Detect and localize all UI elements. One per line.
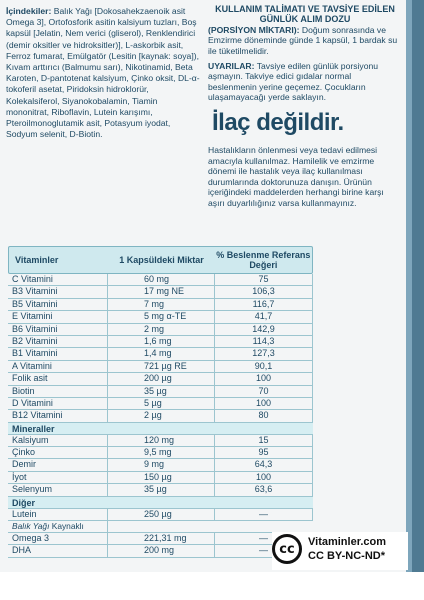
- amount-per-capsule: 721 µg RE: [108, 361, 215, 372]
- amount-per-capsule: 200 µg: [108, 373, 215, 384]
- not-drug-heading: İlaç değildir.: [212, 108, 344, 136]
- amount-per-capsule: 60 mg: [108, 274, 215, 285]
- nutrient-name: Omega 3: [8, 533, 108, 544]
- warnings-title: UYARILAR:: [208, 60, 255, 71]
- fish-oil-label: [8, 521, 108, 532]
- fish-oil-label-italic: Balık Yağı: [12, 521, 50, 532]
- reference-value: 100: [215, 472, 313, 483]
- minerals-section-title: Mineraller: [8, 423, 313, 435]
- table-row: [8, 274, 313, 286]
- nutrient-name: C Vitamini: [8, 274, 108, 285]
- reference-value: 100: [215, 373, 313, 384]
- nutrient-name: B1 Vitamini: [8, 348, 108, 359]
- reference-value: 41,7: [215, 311, 313, 322]
- reference-value: 70: [215, 386, 313, 397]
- watermark-license: CC BY-NC-ND*: [308, 550, 385, 562]
- reference-value: 95: [215, 447, 313, 458]
- nutrient-name: İyot: [8, 472, 108, 483]
- amount-per-capsule: 250 µg: [108, 509, 215, 520]
- table-row: [8, 509, 313, 521]
- amount-per-capsule: 17 mg NE: [108, 286, 215, 297]
- nutrient-name: DHA: [8, 545, 108, 556]
- nutrient-name: B12 Vitamini: [8, 410, 108, 421]
- nutrient-name: Demir: [8, 459, 108, 470]
- nutrient-name: D Vitamini: [8, 398, 108, 409]
- nutrient-name: B5 Vitamini: [8, 299, 108, 310]
- amount-per-capsule: 1,6 mg: [108, 336, 215, 347]
- reference-value: 142,9: [215, 324, 313, 335]
- label-bottom-margin: [0, 572, 424, 600]
- header-reference: % Beslenme Referans Değeri: [216, 250, 311, 270]
- usage-title: KULLANIM TALİMATI VE TAVSİYE EDİLEN GÜNLÜK ALIM DOZU: [215, 4, 395, 25]
- reference-value: 116,7: [215, 299, 313, 310]
- amount-per-capsule: 7 mg: [108, 299, 215, 310]
- table-row: [8, 324, 313, 336]
- nutrient-name: B2 Vitamini: [8, 336, 108, 347]
- reference-value: 100: [215, 398, 313, 409]
- amount-per-capsule: 35 µg: [108, 484, 215, 495]
- reference-value: —: [215, 545, 313, 556]
- reference-value: 15: [215, 435, 313, 446]
- table-row: [8, 336, 313, 348]
- amount-per-capsule: 2 mg: [108, 324, 215, 335]
- nutrient-name: B6 Vitamini: [8, 324, 108, 335]
- nutrient-name: E Vitamini: [8, 311, 108, 322]
- nutrient-name: Folik asit: [8, 373, 108, 384]
- fish-oil-label-rest: Kaynaklı: [49, 521, 84, 532]
- table-row: [8, 361, 313, 373]
- table-row: [8, 484, 313, 496]
- amount-per-capsule: 9,5 mg: [108, 447, 215, 458]
- creative-commons-icon: cc: [272, 534, 302, 564]
- license-watermark: [272, 532, 408, 570]
- amount-per-capsule: 1,4 mg: [108, 348, 215, 359]
- nutrient-name: Biotin: [8, 386, 108, 397]
- nutrient-name: Çinko: [8, 447, 108, 458]
- amount-per-capsule: 120 mg: [108, 435, 215, 446]
- reference-value: —: [215, 533, 313, 544]
- reference-value: 80: [215, 410, 313, 421]
- ingredients-block: [6, 6, 202, 140]
- table-row: [8, 410, 313, 422]
- table-row: [8, 435, 313, 447]
- reference-value: 64,3: [215, 459, 313, 470]
- warnings-text: Tavsiye edilen günlük porsiyonu aşmayın. Takviye edici gıdalar normal beslenmenin yerine geçemez. Çocukların ulaşamayacağı yerde saklayın.: [208, 60, 379, 103]
- nutrient-name: Selenyum: [8, 484, 108, 495]
- amount-per-capsule: 150 µg: [108, 472, 215, 483]
- amount-per-capsule: 35 µg: [108, 386, 215, 397]
- nutrient-name: Kalsiyum: [8, 435, 108, 446]
- amount-per-capsule: 2 µg: [108, 410, 215, 421]
- nutrient-name: Lutein: [8, 509, 108, 520]
- portion-paragraph: [208, 25, 402, 57]
- ingredients-text: Balık Yağı [Dokosahekzaenoik asit Omega 3], Ortofosforik asitin kalsiyum tuzları, Boş kapsül [Jelatin, Nem verici (gliserol), Renklendirici (demir oksitler ve hidroksitler)], L-askorbik asit, Ferroz fumarat, Emülgatör (Lesitin [kaynak: soya]), Kıvam arttırıcı (Balmumu sarı), Nikotinamid, Beta Karoten, D-pantotenat kalsiyum, Çinko oksit, DL-α-tokoferil asetat, Piridoksin hidroklorür, Kolekalsiferol, Siyanokobalamin, Tiamin mononitrat, Riboflavin, Lutein karışımı, Pteroilmonoglutamik asit, Potasyum iyodat, Sodyum selenit, D-Biotin.: [6, 6, 200, 140]
- table-row: [8, 398, 313, 410]
- ingredients-title: İçindekiler:: [6, 6, 52, 16]
- reference-value: 127,3: [215, 348, 313, 359]
- table-row: [8, 533, 313, 545]
- amount-per-capsule: 9 mg: [108, 459, 215, 470]
- table-row: [8, 545, 313, 557]
- header-vitamins: Vitaminler: [15, 255, 59, 265]
- label-edge-dark: [412, 0, 424, 600]
- watermark-site: Vitaminler.com: [308, 536, 387, 548]
- table-row: [8, 447, 313, 459]
- reference-value: 75: [215, 274, 313, 285]
- portion-title: (PORSİYON MİKTARI):: [208, 24, 300, 35]
- table-row: [8, 311, 313, 323]
- other-section-title: Diğer: [8, 497, 313, 509]
- nutrient-name: B3 Vitamini: [8, 286, 108, 297]
- table-row: [8, 459, 313, 471]
- mineral-rows: [8, 435, 400, 497]
- reference-value: 63,6: [215, 484, 313, 495]
- table-row: [8, 472, 313, 484]
- usage-block: [208, 4, 402, 209]
- table-row: [8, 348, 313, 360]
- reference-value: 90,1: [215, 361, 313, 372]
- table-row: [8, 299, 313, 311]
- disclaimer-text: Hastalıkların önlenmesi veya tedavi edilmesi amacıyla kullanılmaz. Hamilelik ve emzirme dönemi ile hastalık veya ilaç kullanılması durumlarında doktorunuza danışın. Ürünün içeriğindeki maddelerden herhangi birine karşı aşırı duyarlılığınız varsa kullanmayınız.: [208, 144, 384, 208]
- nutrient-name: A Vitamini: [8, 361, 108, 372]
- amount-per-capsule: 5 mg α-TE: [108, 311, 215, 322]
- reference-value: 106,3: [215, 286, 313, 297]
- header-amount: 1 Kapsüldeki Miktar: [119, 255, 204, 265]
- table-row: [8, 373, 313, 385]
- amount-per-capsule: 200 mg: [108, 545, 215, 556]
- warnings-paragraph: [208, 61, 402, 103]
- other-rows: [8, 509, 400, 521]
- portion-text: Doğum sonrasında ve Emzirme döneminde günde 1 kapsül, 1 bardak su ile tüketilmelidir.: [208, 24, 398, 56]
- table-header: [8, 246, 313, 274]
- fish-oil-subheader: [8, 521, 313, 533]
- table-row: [8, 386, 313, 398]
- amount-per-capsule: 5 µg: [108, 398, 215, 409]
- vitamin-rows: [8, 274, 400, 423]
- reference-value: 114,3: [215, 336, 313, 347]
- nutrition-table: [8, 246, 400, 558]
- amount-per-capsule: 221,31 mg: [108, 533, 215, 544]
- reference-value: —: [215, 509, 313, 520]
- table-row: [8, 286, 313, 298]
